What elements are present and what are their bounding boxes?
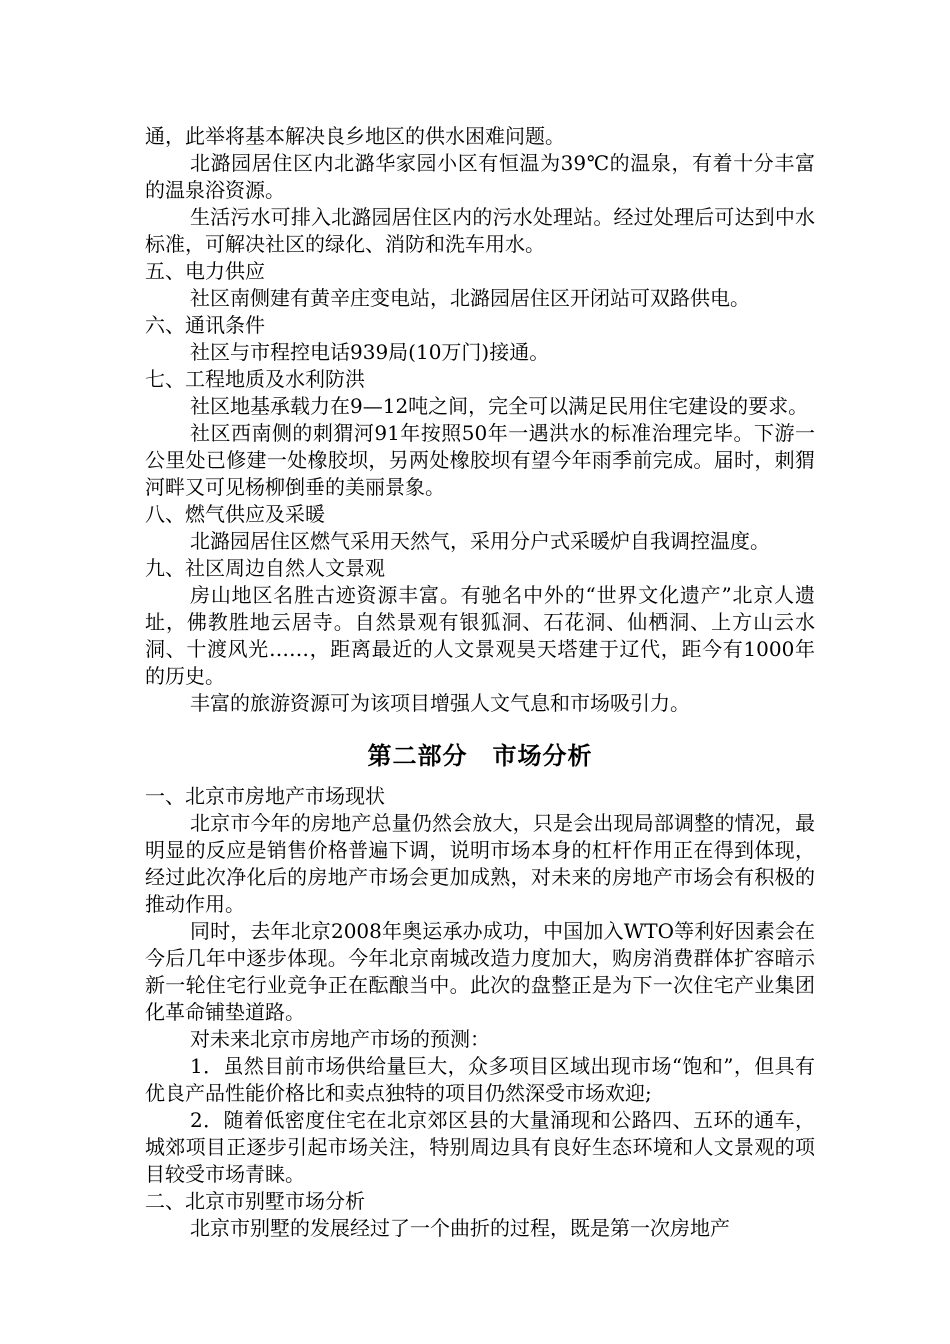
paragraph: 社区西南侧的刺猬河91年按照50年一遇洪水的标准治理完毕。下游一公里处已修建一处橡胶坝，另两处橡胶坝有望今年雨季前完成。届时，刺猬河畔又可见杨柳倒垂的美丽景象。 bbox=[145, 421, 815, 499]
paragraph: 生活污水可排入北潞园居住区内的污水处理站。经过处理后可达到中水标准，可解决社区的绿化、消防和洗车用水。 bbox=[145, 205, 815, 256]
section-heading-villa-market: 二、北京市别墅市场分析 bbox=[145, 1189, 365, 1213]
paragraph: 北京市别墅的发展经过了一个曲折的过程，既是第一次房地产 bbox=[190, 1216, 730, 1240]
part-title: 第二部分 市场分析 bbox=[367, 742, 593, 770]
paragraph: 对未来北京市房地产市场的预测： bbox=[190, 1027, 490, 1051]
section-heading-power-supply: 五、电力供应 bbox=[145, 259, 265, 283]
paragraph: 通，此举将基本解决良乡地区的供水困难问题。 bbox=[145, 124, 565, 148]
paragraph: 同时，去年北京2008年奥运承办成功，中国加入WTO等利好因素会在今后几年中逐步体现。今年北京南城改造力度加大，购房消费群体扩容暗示新一轮住宅行业竞争正在酝酿当中。此次的盘整正是为下一次住宅产业集团化革命铺垫道路。 bbox=[145, 919, 815, 1024]
paragraph: 社区地基承载力在9—12吨之间，完全可以满足民用住宅建设的要求。 bbox=[190, 394, 809, 418]
section-heading-landscape: 九、社区周边自然人文景观 bbox=[145, 556, 385, 580]
paragraph: 北潞园居住区燃气采用天然气，采用分户式采暖炉自我调控温度。 bbox=[190, 529, 770, 553]
paragraph: 丰富的旅游资源可为该项目增强人文气息和市场吸引力。 bbox=[190, 691, 690, 715]
list-item: 2．随着低密度住宅在北京郊区县的大量涌现和公路四、五环的通车，城郊项目正逐步引起市场关注，特别周边具有良好生态环境和人文景观的项目较受市场青睐。 bbox=[145, 1108, 815, 1186]
section-heading-beijing-market: 一、北京市房地产市场现状 bbox=[145, 784, 385, 808]
section-heading-communications: 六、通讯条件 bbox=[145, 313, 265, 337]
list-item: 1．虽然目前市场供给量巨大，众多项目区域出现市场“饱和”，但具有优良产品性能价格比和卖点独特的项目仍然深受市场欢迎; bbox=[145, 1054, 815, 1105]
document-body bbox=[145, 123, 815, 1242]
paragraph: 北京市今年的房地产总量仍然会放大，只是会出现局部调整的情况，最明显的反应是销售价格普遍下调，说明市场本身的杠杆作用正在得到体现，经过此次净化后的房地产市场会更加成熟，对未来的房地产市场会有积极的推动作用。 bbox=[145, 811, 815, 916]
paragraph: 社区南侧建有黄辛庄变电站，北潞园居住区开闭站可双路供电。 bbox=[190, 286, 750, 310]
paragraph: 社区与市程控电话939局(10万门)接通。 bbox=[190, 340, 550, 364]
paragraph: 北潞园居住区内北潞华家园小区有恒温为39℃的温泉，有着十分丰富的温泉浴资源。 bbox=[145, 151, 815, 202]
section-heading-geology-flood-control: 七、工程地质及水利防洪 bbox=[145, 367, 365, 391]
section-heading-gas-heating: 八、燃气供应及采暖 bbox=[145, 502, 325, 526]
paragraph: 房山地区名胜古迹资源丰富。有驰名中外的“世界文化遗产”北京人遗址，佛教胜地云居寺。自然景观有银狐洞、石花洞、仙栖洞、上方山云水洞、十渡风光……，距离最近的人文景观昊天塔建于辽代，距今有1000年的历史。 bbox=[145, 583, 815, 688]
